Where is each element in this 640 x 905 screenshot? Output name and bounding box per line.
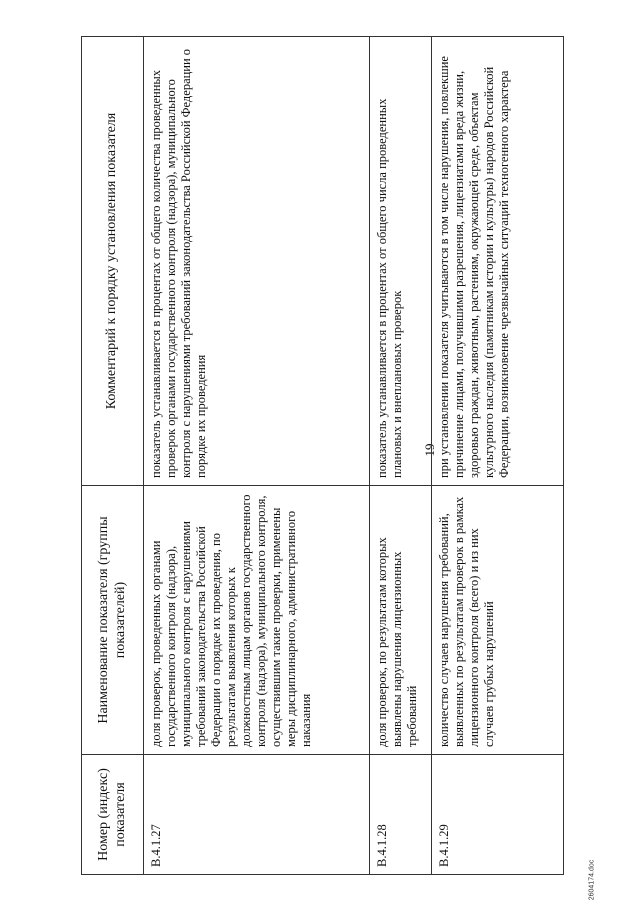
indicator-table: [81, 36, 564, 875]
header-name: Наименование показателя (группы показателей): [82, 486, 144, 755]
header-index: Номер (индекс) показателя: [82, 755, 144, 875]
header-comment: Комментарий к порядку установления показателя: [82, 37, 144, 486]
row-index: В.4.1.28: [370, 755, 432, 875]
row-index: В.4.1.29: [432, 755, 564, 875]
row-comment: показатель устанавливается в процентах от общего количества проведенных проверок органами государственного контроля (надзора), муниципального контроля с нарушениями требований законодательства Российской Федерации о порядке их проведения: [144, 37, 370, 486]
indicator-table-container: [81, 37, 563, 875]
row-index: В.4.1.27: [144, 755, 370, 875]
row-name: количество случаев нарушения требований, выявленных по результатам проверок в рамках лицензионного контроля (всего) и из них случаев грубых нарушений: [432, 486, 564, 755]
table-row: [144, 37, 370, 875]
page-number: 19: [422, 443, 437, 457]
row-name: доля проверок, проведенных органами государственного контроля (надзора), муниципального контроля с нарушениями требований законодательства Российской Федерации о порядке их проведения, по результатам выявления которых к должностным лицам органов государственного контроля (надзора), муниципального контроля, осуществившим такие проверки, применены меры дисциплинарного, административного наказания: [144, 486, 370, 755]
row-comment: показатель устанавливается в процентах от общего числа проведенных плановых и внеплановых проверок: [370, 37, 432, 486]
row-name: доля проверок, по результатам которых выявлены нарушения лицензионных требований: [370, 486, 432, 755]
table-row: [370, 37, 432, 875]
table-header-row: [82, 37, 144, 875]
table-row: [432, 37, 564, 875]
row-comment: при установлении показателя учитываются в том числе нарушения, повлекшие причинение лицами, получившими разрешения, лицензиатами вреда жизни, здоровью граждан, животным, растениям, окружающей среде, объектам культурного наследия (памятникам истории и культуры) народов Российской Федерации, возникновение чрезвычайных ситуаций техногенного характера: [432, 37, 564, 486]
document-file-id: 2604174.doc: [588, 859, 596, 901]
